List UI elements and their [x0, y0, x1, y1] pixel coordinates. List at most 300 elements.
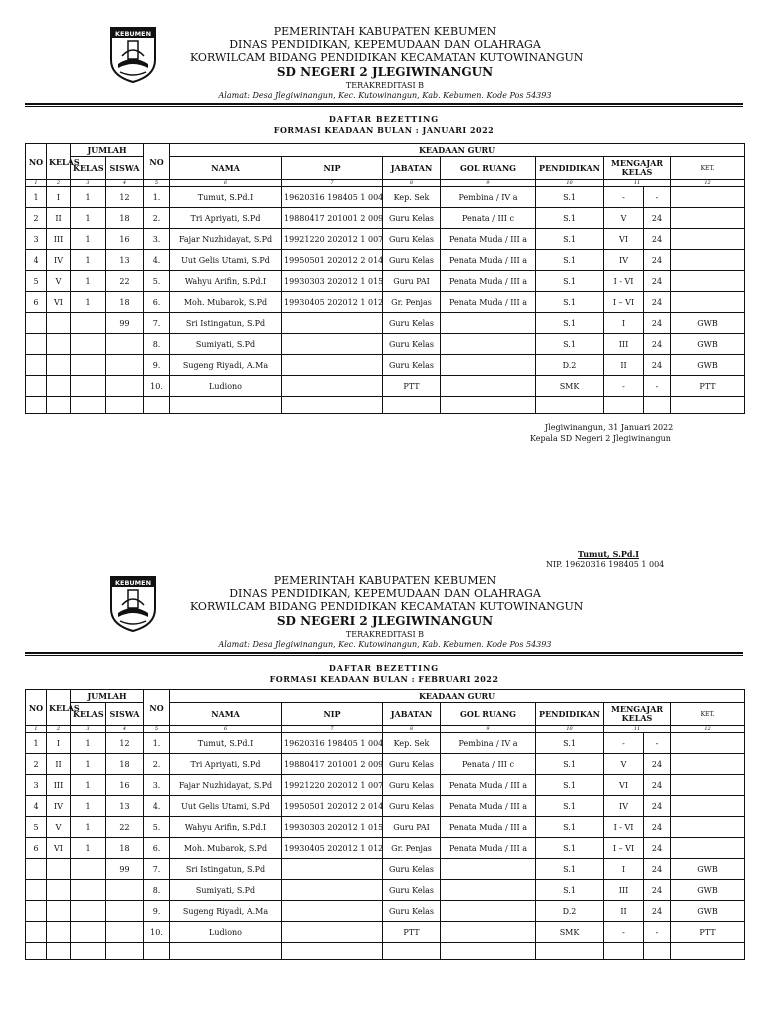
guru-name: Moh. Mubarok, S.Pd [170, 292, 282, 313]
empty-cell [26, 397, 47, 414]
guru-pendidikan: S.1 [536, 859, 604, 880]
guru-ket [671, 292, 745, 313]
table-row [26, 208, 745, 229]
kelas-no: 2 [26, 754, 47, 775]
table-row [26, 796, 745, 817]
letterhead [0, 571, 768, 675]
doc-subtitle: FORMASI KEADAAN BULAN : JANUARI 2022 [273, 125, 495, 135]
letterhead-line3: KORWILCAM BIDANG PENDIDIKAN KECAMATAN KUTOWINANGUN [190, 51, 584, 64]
empty-cell [47, 397, 71, 414]
guru-ket: GWB [671, 859, 745, 880]
header-mengajar-kelas: MENGAJAR KELAS [604, 703, 671, 726]
empty-cell [383, 397, 441, 414]
guru-jabatan: Guru Kelas [383, 901, 441, 922]
guru-kelas: I [604, 859, 644, 880]
guru-nip: 19880417 201001 2 009 [282, 208, 383, 229]
header-gol-ruang: GOL RUANG [441, 157, 536, 180]
empty-cell [604, 397, 644, 414]
letterhead-line1: PEMERINTAH KABUPATEN KEBUMEN [273, 574, 497, 587]
kelas-name: IV [47, 796, 71, 817]
guru-no: 4. [144, 796, 170, 817]
guru-pendidikan: S.1 [536, 187, 604, 208]
guru-jam: 24 [644, 859, 671, 880]
kelas-count: 1 [71, 208, 106, 229]
kelas-name [47, 922, 71, 943]
kelas-no [26, 859, 47, 880]
siswa-count [106, 334, 144, 355]
guru-pendidikan: S.1 [536, 208, 604, 229]
empty-cell [144, 943, 170, 960]
letterhead-line1: PEMERINTAH KABUPATEN KEBUMEN [273, 25, 497, 38]
guru-gol: Penata Muda / III a [441, 250, 536, 271]
header-jumlah-siswa: SISWA [106, 157, 144, 180]
kelas-no: 6 [26, 292, 47, 313]
guru-nip: 19930303 202012 1 015 [282, 817, 383, 838]
bezetting-table [25, 143, 745, 414]
table-row-empty [26, 943, 745, 960]
guru-gol: Penata Muda / III a [441, 838, 536, 859]
guru-kelas: - [604, 733, 644, 754]
guru-kelas: II [604, 355, 644, 376]
guru-name: Ludiono [170, 376, 282, 397]
col-number: 12 [671, 726, 745, 733]
guru-pendidikan: S.1 [536, 250, 604, 271]
empty-cell [26, 943, 47, 960]
guru-nip: 19930405 202012 1 012 [282, 838, 383, 859]
guru-jam: 24 [644, 313, 671, 334]
table-row [26, 775, 745, 796]
empty-cell [106, 943, 144, 960]
empty-cell [282, 943, 383, 960]
kelas-name: IV [47, 250, 71, 271]
guru-no: 4. [144, 250, 170, 271]
empty-cell [644, 397, 671, 414]
table-row [26, 187, 745, 208]
kelas-no: 3 [26, 775, 47, 796]
guru-gol: Penata Muda / III a [441, 817, 536, 838]
svg-text:KEBUMEN: KEBUMEN [114, 579, 152, 587]
col-number: 8 [383, 726, 441, 733]
siswa-count: 18 [106, 754, 144, 775]
guru-pendidikan: SMK [536, 376, 604, 397]
guru-no: 1. [144, 187, 170, 208]
header-jumlah: JUMLAH [71, 690, 144, 703]
header-kelas: KELAS [47, 144, 71, 180]
empty-cell [144, 397, 170, 414]
kelas-count [71, 376, 106, 397]
guru-no: 9. [144, 355, 170, 376]
table-row [26, 880, 745, 901]
kelas-count [71, 901, 106, 922]
guru-gol: Penata / III c [441, 208, 536, 229]
empty-cell [441, 397, 536, 414]
kelas-no: 5 [26, 271, 47, 292]
table-row [26, 355, 745, 376]
guru-name: Sumiyati, S.Pd [170, 880, 282, 901]
kelas-name: III [47, 229, 71, 250]
guru-name: Moh. Mubarok, S.Pd [170, 838, 282, 859]
guru-pendidikan: D.2 [536, 901, 604, 922]
guru-gol: Penata Muda / III a [441, 271, 536, 292]
guru-name: Uut Gelis Utami, S.Pd [170, 250, 282, 271]
header-mengajar-kelas: MENGAJAR KELAS [604, 157, 671, 180]
header-ket: KET. [671, 703, 745, 726]
guru-ket [671, 817, 745, 838]
guru-jabatan: Kep. Sek [383, 187, 441, 208]
col-number: 6 [170, 726, 282, 733]
guru-ket: GWB [671, 901, 745, 922]
col-number: 10 [536, 180, 604, 187]
guru-ket: GWB [671, 880, 745, 901]
guru-kelas: V [604, 754, 644, 775]
kelas-name: V [47, 817, 71, 838]
kelas-count: 1 [71, 817, 106, 838]
guru-jam: - [644, 733, 671, 754]
guru-jabatan: Guru Kelas [383, 754, 441, 775]
siswa-count: 12 [106, 733, 144, 754]
guru-kelas: III [604, 880, 644, 901]
siswa-count: 99 [106, 313, 144, 334]
guru-kelas: - [604, 376, 644, 397]
kelas-count [71, 880, 106, 901]
header-jumlah-siswa: SISWA [106, 703, 144, 726]
guru-name: Tumut, S.Pd.I [170, 187, 282, 208]
header-no: NO [26, 144, 47, 180]
guru-name: Fajar Nuzhidayat, S.Pd [170, 229, 282, 250]
guru-jam: 24 [644, 775, 671, 796]
guru-pendidikan: D.2 [536, 355, 604, 376]
guru-no: 7. [144, 859, 170, 880]
header-gol-ruang: GOL RUANG [441, 703, 536, 726]
guru-ket: PTT [671, 376, 745, 397]
kelas-name: III [47, 775, 71, 796]
guru-no: 3. [144, 229, 170, 250]
svg-text:KEBUMEN: KEBUMEN [114, 30, 152, 38]
kelas-name: I [47, 187, 71, 208]
table-row [26, 754, 745, 775]
header-pendidikan: PENDIDIKAN [536, 703, 604, 726]
guru-ket [671, 775, 745, 796]
guru-gol: Penata Muda / III a [441, 292, 536, 313]
signature-role: Kepala SD Negeri 2 Jlegiwinangun [530, 434, 671, 443]
siswa-count: 16 [106, 229, 144, 250]
kebumen-logo-icon [108, 26, 158, 84]
kelas-no [26, 922, 47, 943]
guru-nip [282, 880, 383, 901]
header-no-guru: NO [144, 690, 170, 726]
kelas-count: 1 [71, 250, 106, 271]
guru-jabatan: Guru Kelas [383, 859, 441, 880]
guru-name: Fajar Nuzhidayat, S.Pd [170, 775, 282, 796]
table-row [26, 733, 745, 754]
page-january [0, 22, 768, 462]
guru-ket [671, 208, 745, 229]
page-february [0, 571, 768, 1011]
letterhead-line2: DINAS PENDIDIKAN, KEPEMUDAAN DAN OLAHRAGA [229, 587, 541, 600]
kelas-no: 3 [26, 229, 47, 250]
header-ket: KET. [671, 157, 745, 180]
guru-jabatan: Guru Kelas [383, 334, 441, 355]
guru-name: Wahyu Arifin, S.Pd.I [170, 817, 282, 838]
header-jumlah-kelas: KELAS [71, 157, 106, 180]
guru-jabatan: Guru Kelas [383, 796, 441, 817]
empty-cell [536, 943, 604, 960]
kelas-name: VI [47, 292, 71, 313]
table-row [26, 271, 745, 292]
guru-nip: 19950501 202012 2 014 [282, 250, 383, 271]
empty-cell [71, 397, 106, 414]
guru-name: Tri Apriyati, S.Pd [170, 208, 282, 229]
guru-no: 5. [144, 271, 170, 292]
empty-cell [170, 943, 282, 960]
table-row [26, 229, 745, 250]
empty-cell [106, 397, 144, 414]
guru-jabatan: Guru Kelas [383, 229, 441, 250]
col-number: 7 [282, 726, 383, 733]
table-body [26, 187, 745, 414]
col-number: 9 [441, 180, 536, 187]
doc-subtitle: FORMASI KEADAAN BULAN : FEBRUARI 2022 [269, 674, 499, 684]
guru-gol: Pembina / IV a [441, 733, 536, 754]
guru-gol [441, 376, 536, 397]
guru-gol [441, 901, 536, 922]
guru-ket [671, 796, 745, 817]
divider [25, 655, 743, 656]
school-name: SD NEGERI 2 JLEGIWINANGUN [276, 65, 494, 79]
guru-kelas: - [604, 187, 644, 208]
guru-nip [282, 313, 383, 334]
guru-nip: 19880417 201001 2 009 [282, 754, 383, 775]
guru-gol: Penata Muda / III a [441, 775, 536, 796]
col-number: 1 [26, 180, 47, 187]
guru-name: Ludiono [170, 922, 282, 943]
empty-cell [536, 397, 604, 414]
address: Alamat: Desa Jlegiwinangun, Kec. Kutowinangun, Kab. Kebumen. Kode Pos 54393 [218, 640, 552, 649]
col-number: 5 [144, 180, 170, 187]
guru-jabatan: Guru Kelas [383, 208, 441, 229]
guru-gol: Penata / III c [441, 754, 536, 775]
guru-nip: 19950501 202012 2 014 [282, 796, 383, 817]
guru-jam: - [644, 922, 671, 943]
guru-ket: PTT [671, 922, 745, 943]
header-nama: NAMA [170, 157, 282, 180]
guru-no: 5. [144, 817, 170, 838]
col-number: 2 [47, 726, 71, 733]
kelas-name: II [47, 754, 71, 775]
guru-jam: 24 [644, 754, 671, 775]
kelas-name [47, 880, 71, 901]
siswa-count: 13 [106, 250, 144, 271]
header-nama: NAMA [170, 703, 282, 726]
table-row [26, 901, 745, 922]
table-row [26, 817, 745, 838]
guru-jam: 24 [644, 901, 671, 922]
table-row [26, 334, 745, 355]
guru-jam: 24 [644, 271, 671, 292]
guru-pendidikan: S.1 [536, 733, 604, 754]
guru-gol [441, 922, 536, 943]
empty-cell [170, 397, 282, 414]
accreditation: TERAKREDITASI B [345, 81, 425, 90]
guru-nip: 19930303 202012 1 015 [282, 271, 383, 292]
kelas-no [26, 355, 47, 376]
guru-jabatan: Guru PAI [383, 271, 441, 292]
kelas-no: 4 [26, 796, 47, 817]
guru-kelas: III [604, 334, 644, 355]
guru-pendidikan: S.1 [536, 754, 604, 775]
divider [25, 106, 743, 107]
guru-gol [441, 355, 536, 376]
guru-pendidikan: S.1 [536, 880, 604, 901]
kelas-no: 1 [26, 187, 47, 208]
header-nip: NIP [282, 157, 383, 180]
kelas-no: 6 [26, 838, 47, 859]
header-jumlah-kelas: KELAS [71, 703, 106, 726]
guru-jam: 24 [644, 880, 671, 901]
guru-no: 2. [144, 754, 170, 775]
guru-nip: 19921220 202012 1 007 [282, 775, 383, 796]
guru-gol: Penata Muda / III a [441, 796, 536, 817]
kelas-no [26, 880, 47, 901]
guru-name: Sri Istingatun, S.Pd [170, 313, 282, 334]
siswa-count [106, 355, 144, 376]
guru-jam: - [644, 187, 671, 208]
kelas-count: 1 [71, 838, 106, 859]
signature-place-date: Jlegiwinangun, 31 Januari 2022 [545, 423, 674, 432]
letterhead [0, 22, 768, 126]
header-jabatan: JABATAN [383, 703, 441, 726]
guru-jam: 24 [644, 208, 671, 229]
guru-name: Sumiyati, S.Pd [170, 334, 282, 355]
header-jabatan: JABATAN [383, 157, 441, 180]
guru-nip: 19930405 202012 1 012 [282, 292, 383, 313]
guru-jabatan: PTT [383, 922, 441, 943]
kelas-no [26, 313, 47, 334]
header-jumlah: JUMLAH [71, 144, 144, 157]
kelas-no [26, 901, 47, 922]
guru-name: Sri Istingatun, S.Pd [170, 859, 282, 880]
accreditation: TERAKREDITASI B [345, 630, 425, 639]
guru-kelas: I – VI [604, 838, 644, 859]
guru-jabatan: Guru Kelas [383, 313, 441, 334]
kelas-no: 4 [26, 250, 47, 271]
siswa-count: 18 [106, 292, 144, 313]
guru-jabatan: Guru PAI [383, 817, 441, 838]
kelas-name [47, 376, 71, 397]
guru-jam: 24 [644, 229, 671, 250]
guru-no: 6. [144, 292, 170, 313]
guru-no: 3. [144, 775, 170, 796]
header-kelas: KELAS [47, 690, 71, 726]
kelas-count: 1 [71, 775, 106, 796]
guru-name: Wahyu Arifin, S.Pd.I [170, 271, 282, 292]
guru-ket: GWB [671, 334, 745, 355]
kelas-count: 1 [71, 733, 106, 754]
guru-no: 9. [144, 901, 170, 922]
kelas-name: VI [47, 838, 71, 859]
doc-title: DAFTAR BEZETTING [328, 663, 440, 673]
col-number: 8 [383, 180, 441, 187]
kelas-name [47, 355, 71, 376]
siswa-count: 22 [106, 817, 144, 838]
empty-cell [671, 943, 745, 960]
col-number: 1 [26, 726, 47, 733]
letterhead-line3: KORWILCAM BIDANG PENDIDIKAN KECAMATAN KUTOWINANGUN [190, 600, 584, 613]
kebumen-logo-icon [108, 575, 158, 633]
guru-nip [282, 334, 383, 355]
guru-jam: 24 [644, 334, 671, 355]
guru-kelas: I - VI [604, 817, 644, 838]
guru-jabatan: Gr. Penjas [383, 292, 441, 313]
guru-jam: 24 [644, 355, 671, 376]
guru-jabatan: Guru Kelas [383, 880, 441, 901]
guru-kelas: V [604, 208, 644, 229]
empty-cell [644, 943, 671, 960]
guru-ket: GWB [671, 313, 745, 334]
guru-nip [282, 922, 383, 943]
guru-gol [441, 859, 536, 880]
kelas-count: 1 [71, 229, 106, 250]
kelas-no: 5 [26, 817, 47, 838]
kelas-count: 1 [71, 292, 106, 313]
guru-ket: GWB [671, 355, 745, 376]
empty-cell [671, 397, 745, 414]
guru-gol: Pembina / IV a [441, 187, 536, 208]
guru-jabatan: Guru Kelas [383, 355, 441, 376]
guru-pendidikan: S.1 [536, 229, 604, 250]
empty-cell [441, 943, 536, 960]
guru-pendidikan: S.1 [536, 313, 604, 334]
kelas-name: V [47, 271, 71, 292]
signature-nip: NIP. 19620316 198405 1 004 [546, 560, 665, 569]
siswa-count [106, 376, 144, 397]
col-number: 7 [282, 180, 383, 187]
kelas-count: 1 [71, 796, 106, 817]
siswa-count: 18 [106, 838, 144, 859]
header-no-guru: NO [144, 144, 170, 180]
guru-kelas: I – VI [604, 292, 644, 313]
guru-no: 8. [144, 880, 170, 901]
empty-cell [47, 943, 71, 960]
siswa-count [106, 880, 144, 901]
kelas-name [47, 901, 71, 922]
siswa-count: 99 [106, 859, 144, 880]
guru-pendidikan: SMK [536, 922, 604, 943]
guru-jam: 24 [644, 292, 671, 313]
guru-no: 6. [144, 838, 170, 859]
guru-jabatan: Gr. Penjas [383, 838, 441, 859]
guru-kelas: IV [604, 796, 644, 817]
kelas-no [26, 334, 47, 355]
guru-jabatan: Kep. Sek [383, 733, 441, 754]
guru-name: Sugeng Riyadi, A.Ma [170, 355, 282, 376]
guru-kelas: - [604, 922, 644, 943]
guru-nip [282, 376, 383, 397]
header-keadaan-guru: KEADAAN GURU [170, 690, 745, 703]
kelas-name [47, 313, 71, 334]
guru-no: 10. [144, 922, 170, 943]
guru-pendidikan: S.1 [536, 292, 604, 313]
kelas-name [47, 334, 71, 355]
col-number: 11 [604, 180, 671, 187]
kelas-count: 1 [71, 754, 106, 775]
guru-nip: 19921220 202012 1 007 [282, 229, 383, 250]
guru-ket [671, 733, 745, 754]
col-number: 4 [106, 180, 144, 187]
table-body [26, 733, 745, 960]
col-number: 12 [671, 180, 745, 187]
guru-jam: 24 [644, 838, 671, 859]
